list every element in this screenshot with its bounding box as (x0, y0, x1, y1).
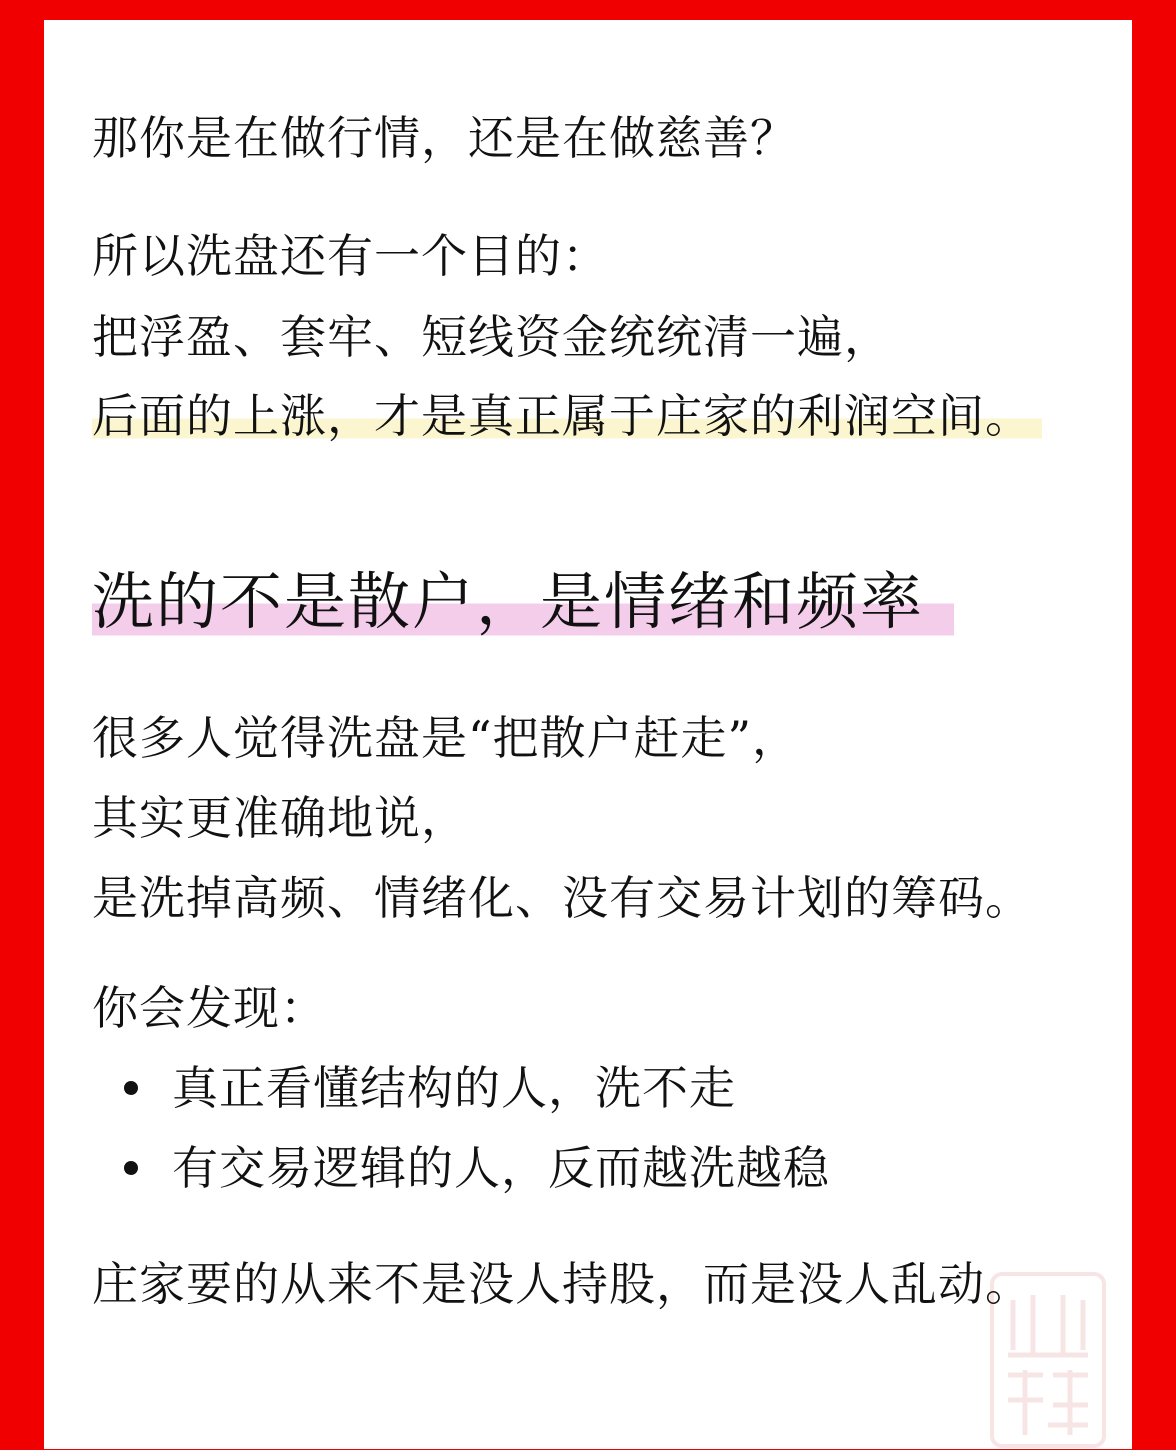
list-item (124, 1058, 736, 1118)
content-card (44, 20, 1132, 1449)
bullet-icon (124, 1081, 138, 1095)
list-item (124, 1138, 830, 1198)
bullet-icon (124, 1161, 138, 1175)
bullet-text: 有交易逻辑的人，反而越洗越稳 (172, 1141, 830, 1195)
text-line-5: 很多人觉得洗盘是“把散户赶走”， (92, 711, 800, 765)
bullet-text: 真正看懂结构的人，洗不走 (172, 1061, 736, 1115)
text-line-2: 所以洗盘还有一个目的： (92, 229, 609, 283)
text-line-4-highlighted (92, 386, 1042, 446)
highlighted-sentence: 后面的上涨，才是真正属于庄家的利润空间。 (92, 389, 1042, 443)
text-line-9: 庄家要的从来不是没人持股，而是没人乱动。 (92, 1257, 1032, 1311)
text-line-8: 你会发现： (92, 981, 327, 1035)
watermark-seal-icon (988, 1270, 1108, 1450)
text-line-6: 其实更准确地说， (92, 791, 468, 845)
text-line-7: 是洗掉高频、情绪化、没有交易计划的筹码。 (92, 871, 1032, 925)
section-heading: 洗的不是散户，是情绪和频率 (92, 562, 954, 642)
text-line-1: 那你是在做行情，还是在做慈善？ (92, 111, 797, 165)
text-line-3: 把浮盈、套牢、短线资金统统清一遍， (92, 310, 891, 364)
